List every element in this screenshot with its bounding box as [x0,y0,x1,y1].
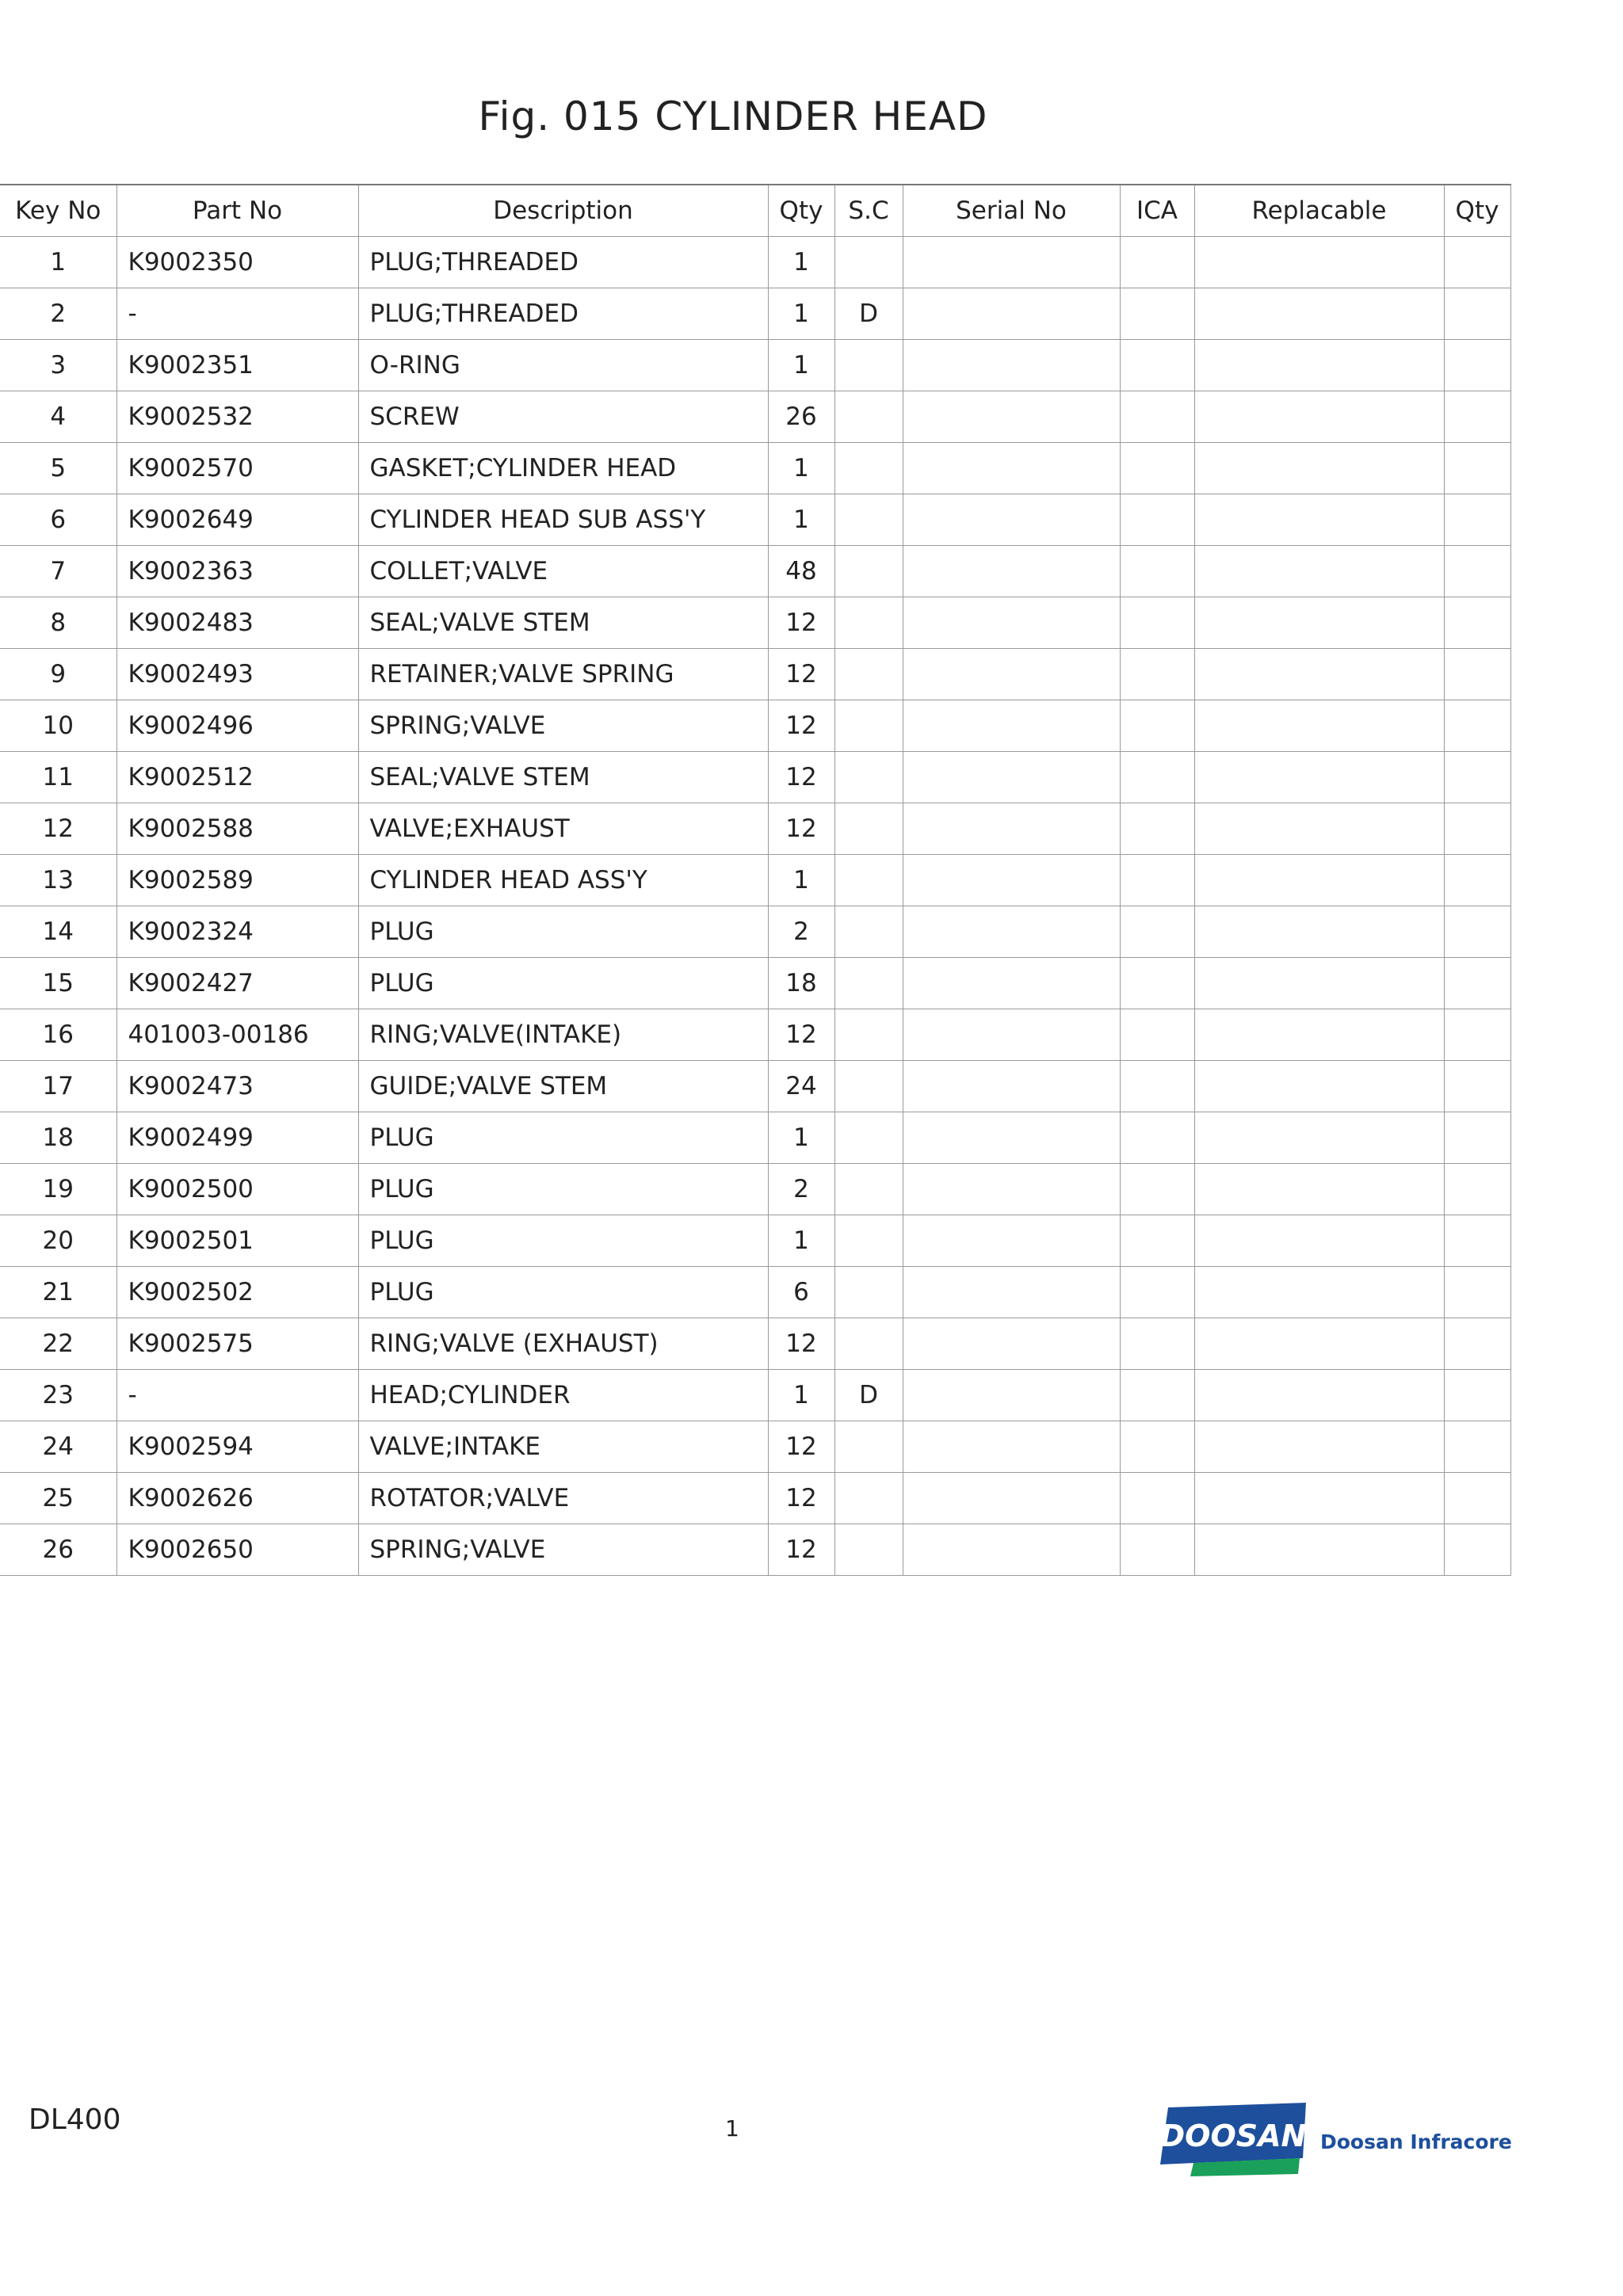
cell-description: VALVE;EXHAUST [358,803,768,855]
cell-replacable [1194,1009,1444,1061]
table-row [0,597,1510,649]
table-row [0,340,1510,391]
cell-part-no: K9002594 [116,1421,358,1473]
cell-description: SPRING;VALVE [358,700,768,752]
cell-part-no: K9002473 [116,1061,358,1112]
cell-key-no: 19 [0,1164,116,1215]
cell-qty-2 [1444,906,1510,958]
cell-serial-no [903,855,1120,906]
cell-part-no: K9002626 [116,1473,358,1524]
cell-replacable [1194,906,1444,958]
cell-serial-no [903,494,1120,546]
cell-qty: 12 [768,803,834,855]
cell-serial-no [903,1061,1120,1112]
cell-ica [1120,340,1194,391]
cell-qty: 24 [768,1061,834,1112]
cell-replacable [1194,443,1444,494]
logo-company-name: Doosan Infracore [1320,2130,1512,2153]
cell-qty: 12 [768,649,834,700]
cell-sc [834,597,903,649]
cell-replacable [1194,1164,1444,1215]
cell-qty: 48 [768,546,834,597]
cell-qty-2 [1444,1370,1510,1421]
cell-part-no: K9002500 [116,1164,358,1215]
table-row [0,288,1510,340]
cell-part-no: K9002427 [116,958,358,1009]
cell-qty: 12 [768,1421,834,1473]
cell-serial-no [903,1009,1120,1061]
cell-ica [1120,906,1194,958]
cell-replacable [1194,1421,1444,1473]
cell-description: CYLINDER HEAD SUB ASS'Y [358,494,768,546]
cell-qty-2 [1444,546,1510,597]
cell-part-no: K9002575 [116,1318,358,1370]
cell-serial-no [903,1318,1120,1370]
cell-qty-2 [1444,1009,1510,1061]
cell-qty-2 [1444,1524,1510,1576]
col-header-qty: Qty [768,185,834,237]
cell-part-no: K9002532 [116,391,358,443]
cell-sc [834,752,903,803]
col-header-description: Description [358,185,768,237]
col-header-replacable: Replacable [1194,185,1444,237]
cell-qty: 26 [768,391,834,443]
cell-sc [834,1215,903,1267]
cell-qty-2 [1444,1061,1510,1112]
col-header-qty-2: Qty [1444,185,1510,237]
doosan-logo [1155,2101,1512,2176]
cell-qty: 12 [768,700,834,752]
cell-ica [1120,597,1194,649]
cell-ica [1120,1112,1194,1164]
cell-key-no: 11 [0,752,116,803]
cell-qty: 12 [768,1009,834,1061]
cell-replacable [1194,546,1444,597]
cell-description: O-RING [358,340,768,391]
cell-part-no: K9002493 [116,649,358,700]
cell-key-no: 23 [0,1370,116,1421]
cell-part-no: K9002512 [116,752,358,803]
cell-description: RING;VALVE (EXHAUST) [358,1318,768,1370]
cell-description: GASKET;CYLINDER HEAD [358,443,768,494]
cell-replacable [1194,1370,1444,1421]
table-row [0,649,1510,700]
cell-key-no: 25 [0,1473,116,1524]
cell-sc [834,649,903,700]
cell-qty-2 [1444,443,1510,494]
cell-description: SEAL;VALVE STEM [358,752,768,803]
cell-key-no: 1 [0,237,116,288]
cell-ica [1120,1473,1194,1524]
cell-key-no: 12 [0,803,116,855]
cell-key-no: 18 [0,1112,116,1164]
table-row [0,237,1510,288]
cell-serial-no [903,391,1120,443]
cell-replacable [1194,288,1444,340]
cell-replacable [1194,391,1444,443]
cell-description: CYLINDER HEAD ASS'Y [358,855,768,906]
cell-serial-no [903,803,1120,855]
cell-description: PLUG [358,1215,768,1267]
cell-part-no: K9002363 [116,546,358,597]
cell-replacable [1194,597,1444,649]
cell-part-no: K9002499 [116,1112,358,1164]
cell-sc [834,1112,903,1164]
cell-ica [1120,1370,1194,1421]
page-number: 1 [725,2115,739,2142]
cell-part-no: K9002496 [116,700,358,752]
cell-qty-2 [1444,288,1510,340]
cell-ica [1120,958,1194,1009]
cell-description: SEAL;VALVE STEM [358,597,768,649]
table-row [0,1370,1510,1421]
cell-sc [834,1524,903,1576]
cell-qty: 12 [768,1524,834,1576]
cell-qty-2 [1444,700,1510,752]
cell-sc [834,1061,903,1112]
cell-part-no: K9002570 [116,443,358,494]
cell-part-no: K9002589 [116,855,358,906]
cell-qty: 12 [768,752,834,803]
cell-description: PLUG [358,958,768,1009]
table-row [0,1215,1510,1267]
cell-replacable [1194,494,1444,546]
table-row [0,391,1510,443]
cell-ica [1120,803,1194,855]
cell-qty-2 [1444,855,1510,906]
cell-key-no: 20 [0,1215,116,1267]
table-row [0,546,1510,597]
cell-replacable [1194,803,1444,855]
cell-sc: D [834,288,903,340]
cell-serial-no [903,649,1120,700]
cell-part-no: K9002588 [116,803,358,855]
cell-qty-2 [1444,649,1510,700]
table-row [0,803,1510,855]
cell-sc [834,700,903,752]
cell-ica [1120,1009,1194,1061]
cell-qty: 1 [768,443,834,494]
cell-replacable [1194,752,1444,803]
cell-qty-2 [1444,597,1510,649]
cell-part-no: K9002650 [116,1524,358,1576]
cell-replacable [1194,1112,1444,1164]
cell-key-no: 15 [0,958,116,1009]
cell-ica [1120,1061,1194,1112]
cell-replacable [1194,649,1444,700]
cell-sc [834,958,903,1009]
table-row [0,752,1510,803]
cell-key-no: 5 [0,443,116,494]
table-row [0,1421,1510,1473]
cell-description: PLUG [358,1112,768,1164]
col-header-sc: S.C [834,185,903,237]
cell-description: VALVE;INTAKE [358,1421,768,1473]
parts-table [0,184,1511,1576]
table-row [0,1524,1510,1576]
cell-part-no: 401003-00186 [116,1009,358,1061]
cell-key-no: 13 [0,855,116,906]
cell-serial-no [903,906,1120,958]
cell-description: PLUG [358,1164,768,1215]
cell-sc: D [834,1370,903,1421]
cell-ica [1120,1524,1194,1576]
col-header-key-no: Key No [0,185,116,237]
cell-description: RETAINER;VALVE SPRING [358,649,768,700]
cell-ica [1120,494,1194,546]
cell-qty-2 [1444,1318,1510,1370]
table-row [0,1061,1510,1112]
cell-qty: 6 [768,1267,834,1318]
cell-sc [834,1164,903,1215]
cell-ica [1120,649,1194,700]
cell-serial-no [903,1112,1120,1164]
cell-qty-2 [1444,1267,1510,1318]
cell-sc [834,855,903,906]
cell-serial-no [903,1267,1120,1318]
cell-ica [1120,1267,1194,1318]
cell-replacable [1194,958,1444,1009]
cell-qty: 1 [768,494,834,546]
cell-serial-no [903,340,1120,391]
table-row [0,1009,1510,1061]
cell-key-no: 7 [0,546,116,597]
cell-qty: 1 [768,1215,834,1267]
cell-sc [834,1009,903,1061]
cell-serial-no [903,597,1120,649]
cell-qty-2 [1444,1215,1510,1267]
cell-qty-2 [1444,752,1510,803]
cell-sc [834,1318,903,1370]
cell-ica [1120,1164,1194,1215]
cell-qty-2 [1444,803,1510,855]
cell-description: ROTATOR;VALVE [358,1473,768,1524]
cell-ica [1120,1318,1194,1370]
cell-replacable [1194,237,1444,288]
cell-key-no: 17 [0,1061,116,1112]
cell-serial-no [903,1473,1120,1524]
cell-qty: 1 [768,340,834,391]
cell-part-no: K9002483 [116,597,358,649]
cell-sc [834,1473,903,1524]
cell-key-no: 2 [0,288,116,340]
cell-replacable [1194,1215,1444,1267]
cell-description: PLUG [358,906,768,958]
table-row [0,906,1510,958]
cell-key-no: 9 [0,649,116,700]
cell-key-no: 10 [0,700,116,752]
cell-part-no: - [116,1370,358,1421]
col-header-ica: ICA [1120,185,1194,237]
cell-serial-no [903,700,1120,752]
cell-qty: 1 [768,1370,834,1421]
table-row [0,1267,1510,1318]
table-row [0,443,1510,494]
cell-part-no: K9002351 [116,340,358,391]
cell-ica [1120,1421,1194,1473]
cell-replacable [1194,1524,1444,1576]
cell-part-no: K9002501 [116,1215,358,1267]
cell-replacable [1194,1061,1444,1112]
cell-ica [1120,288,1194,340]
cell-replacable [1194,1473,1444,1524]
cell-key-no: 21 [0,1267,116,1318]
cell-description: PLUG;THREADED [358,237,768,288]
cell-sc [834,237,903,288]
cell-key-no: 16 [0,1009,116,1061]
col-header-serial-no: Serial No [903,185,1120,237]
cell-qty: 12 [768,1318,834,1370]
cell-sc [834,443,903,494]
cell-ica [1120,546,1194,597]
cell-qty-2 [1444,958,1510,1009]
cell-key-no: 4 [0,391,116,443]
cell-serial-no [903,237,1120,288]
table-row [0,855,1510,906]
table-row [0,700,1510,752]
cell-replacable [1194,1318,1444,1370]
cell-key-no: 8 [0,597,116,649]
cell-sc [834,1421,903,1473]
cell-key-no: 24 [0,1421,116,1473]
cell-ica [1120,1215,1194,1267]
cell-qty-2 [1444,391,1510,443]
cell-qty: 2 [768,906,834,958]
cell-serial-no [903,1421,1120,1473]
cell-qty: 2 [768,1164,834,1215]
cell-replacable [1194,340,1444,391]
table-row [0,958,1510,1009]
cell-description: SPRING;VALVE [358,1524,768,1576]
logo-wordmark: DOOSAN [1159,2119,1307,2153]
cell-serial-no [903,546,1120,597]
cell-serial-no [903,1215,1120,1267]
col-header-part-no: Part No [116,185,358,237]
table-row [0,1164,1510,1215]
cell-sc [834,1267,903,1318]
cell-serial-no [903,288,1120,340]
cell-sc [834,803,903,855]
cell-key-no: 3 [0,340,116,391]
cell-part-no: K9002649 [116,494,358,546]
cell-qty: 12 [768,597,834,649]
cell-qty: 1 [768,288,834,340]
cell-ica [1120,443,1194,494]
cell-ica [1120,237,1194,288]
table-header-row [0,185,1510,237]
model-label: DL400 [29,2103,121,2136]
cell-sc [834,494,903,546]
cell-serial-no [903,1164,1120,1215]
cell-key-no: 14 [0,906,116,958]
cell-sc [834,391,903,443]
cell-qty-2 [1444,1164,1510,1215]
cell-replacable [1194,700,1444,752]
cell-qty-2 [1444,340,1510,391]
cell-part-no: K9002350 [116,237,358,288]
cell-qty-2 [1444,237,1510,288]
cell-ica [1120,700,1194,752]
cell-key-no: 6 [0,494,116,546]
parts-table-body [0,237,1510,1576]
cell-ica [1120,855,1194,906]
table-row [0,494,1510,546]
cell-description: SCREW [358,391,768,443]
cell-description: RING;VALVE(INTAKE) [358,1009,768,1061]
cell-part-no: K9002324 [116,906,358,958]
cell-replacable [1194,855,1444,906]
cell-description: HEAD;CYLINDER [358,1370,768,1421]
cell-serial-no [903,1524,1120,1576]
table-row [0,1318,1510,1370]
cell-qty-2 [1444,1473,1510,1524]
cell-qty: 1 [768,1112,834,1164]
cell-qty-2 [1444,494,1510,546]
cell-replacable [1194,1267,1444,1318]
cell-qty: 18 [768,958,834,1009]
cell-serial-no [903,958,1120,1009]
cell-part-no: K9002502 [116,1267,358,1318]
cell-sc [834,906,903,958]
cell-sc [834,340,903,391]
cell-description: PLUG [358,1267,768,1318]
cell-part-no: - [116,288,358,340]
table-row [0,1112,1510,1164]
cell-qty: 1 [768,855,834,906]
cell-sc [834,546,903,597]
table-row [0,1473,1510,1524]
cell-qty: 12 [768,1473,834,1524]
cell-qty: 1 [768,237,834,288]
cell-ica [1120,391,1194,443]
cell-qty-2 [1444,1112,1510,1164]
cell-serial-no [903,752,1120,803]
cell-description: COLLET;VALVE [358,546,768,597]
cell-serial-no [903,443,1120,494]
cell-serial-no [903,1370,1120,1421]
cell-description: PLUG;THREADED [358,288,768,340]
cell-qty-2 [1444,1421,1510,1473]
cell-key-no: 22 [0,1318,116,1370]
page-title: Fig. 015 CYLINDER HEAD [478,93,988,139]
cell-key-no: 26 [0,1524,116,1576]
cell-description: GUIDE;VALVE STEM [358,1061,768,1112]
cell-ica [1120,752,1194,803]
